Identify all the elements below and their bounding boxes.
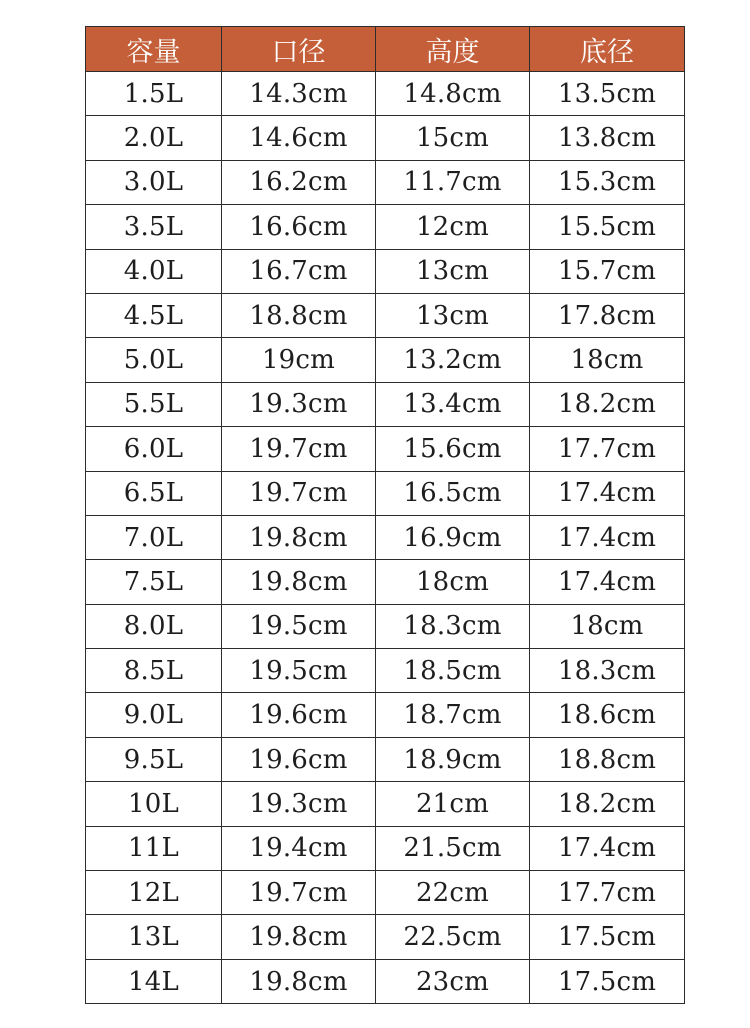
- base-diameter-cell: 17.8cm: [530, 293, 685, 337]
- height-cell: 13.2cm: [376, 338, 530, 382]
- mouth-diameter-cell: 19.5cm: [222, 649, 376, 693]
- base-diameter-cell: 13.8cm: [530, 116, 685, 160]
- base-diameter-cell: 18cm: [530, 338, 685, 382]
- table-header: [86, 27, 685, 72]
- capacity-cell: 8.5L: [86, 649, 222, 693]
- mouth-diameter-cell: 19.7cm: [222, 871, 376, 915]
- capacity-cell: 14L: [86, 959, 222, 1003]
- mouth-diameter-cell: 19.7cm: [222, 427, 376, 471]
- mouth-diameter-cell: 19.4cm: [222, 826, 376, 870]
- height-cell: 18.7cm: [376, 693, 530, 737]
- base-diameter-cell: 18.8cm: [530, 737, 685, 781]
- capacity-cell: 3.5L: [86, 205, 222, 249]
- base-diameter-cell: 18.2cm: [530, 382, 685, 426]
- height-cell: 18.3cm: [376, 604, 530, 648]
- mouth-diameter-cell: 19.8cm: [222, 915, 376, 959]
- capacity-cell: 13L: [86, 915, 222, 959]
- capacity-cell: 4.5L: [86, 293, 222, 337]
- table-row: [86, 737, 685, 781]
- height-cell: 15.6cm: [376, 427, 530, 471]
- base-diameter-cell: 17.4cm: [530, 826, 685, 870]
- table-row: [86, 782, 685, 826]
- base-diameter-cell: 17.7cm: [530, 871, 685, 915]
- table-row: [86, 116, 685, 160]
- size-table: [85, 26, 685, 1004]
- base-diameter-cell: 18cm: [530, 604, 685, 648]
- capacity-cell: 1.5L: [86, 72, 222, 116]
- capacity-cell: 8.0L: [86, 604, 222, 648]
- table-body: [86, 72, 685, 1004]
- base-diameter-cell: 18.6cm: [530, 693, 685, 737]
- height-cell: 22.5cm: [376, 915, 530, 959]
- capacity-cell: 7.0L: [86, 515, 222, 559]
- height-cell: 21cm: [376, 782, 530, 826]
- height-cell: 23cm: [376, 959, 530, 1003]
- mouth-diameter-cell: 19.6cm: [222, 737, 376, 781]
- height-cell: 16.9cm: [376, 515, 530, 559]
- base-diameter-cell: 17.4cm: [530, 515, 685, 559]
- base-diameter-cell: 17.5cm: [530, 959, 685, 1003]
- capacity-cell: 6.0L: [86, 427, 222, 471]
- capacity-cell: 7.5L: [86, 560, 222, 604]
- table-row: [86, 515, 685, 559]
- height-cell: 11.7cm: [376, 160, 530, 204]
- mouth-diameter-cell: 19cm: [222, 338, 376, 382]
- table-row: [86, 560, 685, 604]
- height-cell: 14.8cm: [376, 72, 530, 116]
- header-base-diameter: 底径: [530, 27, 685, 72]
- table-row: [86, 160, 685, 204]
- table-row: [86, 427, 685, 471]
- mouth-diameter-cell: 19.8cm: [222, 560, 376, 604]
- header-height: 高度: [376, 27, 530, 72]
- base-diameter-cell: 18.2cm: [530, 782, 685, 826]
- capacity-cell: 4.0L: [86, 249, 222, 293]
- table-row: [86, 382, 685, 426]
- table-row: [86, 959, 685, 1003]
- height-cell: 13.4cm: [376, 382, 530, 426]
- base-diameter-cell: 17.4cm: [530, 560, 685, 604]
- mouth-diameter-cell: 19.6cm: [222, 693, 376, 737]
- capacity-cell: 11L: [86, 826, 222, 870]
- header-mouth-diameter: 口径: [222, 27, 376, 72]
- capacity-cell: 5.0L: [86, 338, 222, 382]
- height-cell: 15cm: [376, 116, 530, 160]
- capacity-cell: 6.5L: [86, 471, 222, 515]
- height-cell: 13cm: [376, 249, 530, 293]
- table-row: [86, 338, 685, 382]
- table-row: [86, 649, 685, 693]
- mouth-diameter-cell: 19.3cm: [222, 782, 376, 826]
- mouth-diameter-cell: 16.7cm: [222, 249, 376, 293]
- table-row: [86, 871, 685, 915]
- base-diameter-cell: 15.7cm: [530, 249, 685, 293]
- base-diameter-cell: 15.5cm: [530, 205, 685, 249]
- base-diameter-cell: 17.4cm: [530, 471, 685, 515]
- mouth-diameter-cell: 14.3cm: [222, 72, 376, 116]
- height-cell: 18cm: [376, 560, 530, 604]
- height-cell: 16.5cm: [376, 471, 530, 515]
- capacity-cell: 2.0L: [86, 116, 222, 160]
- capacity-cell: 3.0L: [86, 160, 222, 204]
- capacity-cell: 5.5L: [86, 382, 222, 426]
- base-diameter-cell: 17.7cm: [530, 427, 685, 471]
- mouth-diameter-cell: 19.7cm: [222, 471, 376, 515]
- table-row: [86, 604, 685, 648]
- header-row: [86, 27, 685, 72]
- mouth-diameter-cell: 18.8cm: [222, 293, 376, 337]
- table-row: [86, 205, 685, 249]
- height-cell: 13cm: [376, 293, 530, 337]
- mouth-diameter-cell: 19.5cm: [222, 604, 376, 648]
- capacity-cell: 12L: [86, 871, 222, 915]
- table-row: [86, 471, 685, 515]
- mouth-diameter-cell: 14.6cm: [222, 116, 376, 160]
- mouth-diameter-cell: 19.8cm: [222, 515, 376, 559]
- mouth-diameter-cell: 19.8cm: [222, 959, 376, 1003]
- height-cell: 18.5cm: [376, 649, 530, 693]
- mouth-diameter-cell: 19.3cm: [222, 382, 376, 426]
- base-diameter-cell: 13.5cm: [530, 72, 685, 116]
- base-diameter-cell: 18.3cm: [530, 649, 685, 693]
- table-row: [86, 915, 685, 959]
- base-diameter-cell: 15.3cm: [530, 160, 685, 204]
- height-cell: 12cm: [376, 205, 530, 249]
- table-row: [86, 249, 685, 293]
- capacity-cell: 9.5L: [86, 737, 222, 781]
- table-row: [86, 293, 685, 337]
- height-cell: 18.9cm: [376, 737, 530, 781]
- table-row: [86, 693, 685, 737]
- capacity-cell: 10L: [86, 782, 222, 826]
- base-diameter-cell: 17.5cm: [530, 915, 685, 959]
- mouth-diameter-cell: 16.6cm: [222, 205, 376, 249]
- header-capacity: 容量: [86, 27, 222, 72]
- height-cell: 21.5cm: [376, 826, 530, 870]
- table-row: [86, 72, 685, 116]
- table-row: [86, 826, 685, 870]
- height-cell: 22cm: [376, 871, 530, 915]
- mouth-diameter-cell: 16.2cm: [222, 160, 376, 204]
- capacity-cell: 9.0L: [86, 693, 222, 737]
